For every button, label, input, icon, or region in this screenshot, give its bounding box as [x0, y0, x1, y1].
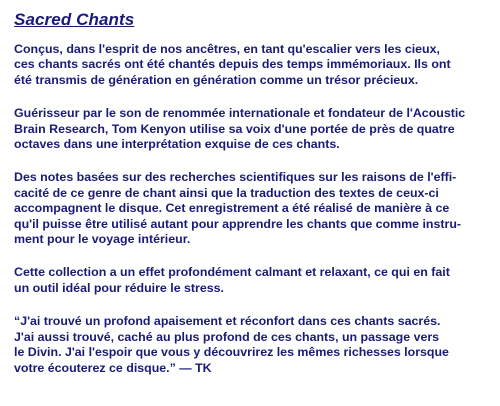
paragraph-line: Guérisseur par le son de renommée internationale et fondateur de l'Acoustic	[14, 106, 466, 121]
paragraph-line: un outil idéal pour réduire le stress.	[14, 280, 224, 295]
paragraph-line: qu'il puisse être utilisé autant pour apprendre les chants que comme instru-	[14, 216, 462, 231]
paragraph-line: ces chants sacrés ont été chantés depuis des temps immémoriaux. Ils ont	[14, 57, 451, 72]
paragraph-line: Cette collection a un effet profondément calmant et relaxant, ce qui en fait	[14, 265, 450, 280]
paragraph-line: ment pour le voyage intérieur.	[14, 232, 191, 247]
paragraph-line: J'ai aussi trouvé, caché au plus profond de ces chants, un passage vers	[14, 329, 440, 344]
paragraph-line: le Divin. J'ai l'espoir que vous y découvrirez les mêmes richesses lorsque	[14, 345, 449, 360]
paragraph-notes	[14, 170, 484, 247]
paragraph-quote	[14, 314, 484, 376]
paragraph-line: Des notes basées sur des recherches scientifiques sur les raisons de l'effi-	[14, 170, 457, 185]
paragraph-line: cacité de ce genre de chant ainsi que la traduction des textes de ceux-ci	[14, 185, 439, 200]
paragraph-healer	[14, 106, 484, 152]
paragraph-line: octaves dans une interprétation exquise de ces chants.	[14, 137, 340, 152]
paragraph-line: été transmis de génération en génération comme un trésor précieux.	[14, 72, 419, 87]
paragraph-line: Brain Research, Tom Kenyon utilise sa voix d'une portée de près de quatre	[14, 121, 455, 136]
paragraph-collection	[14, 265, 484, 296]
paragraph-line: votre écouterez ce disque.” — TK	[14, 360, 212, 375]
paragraph-line: Conçus, dans l'esprit de nos ancêtres, en tant qu'escalier vers les cieux,	[14, 42, 440, 56]
paragraph-line: accompagnent le disque. Cet enregistrement a été réalisé de manière à ce	[14, 201, 450, 216]
paragraph-line: “J'ai trouvé un profond apaisement et réconfort dans ces chants sacrés.	[14, 314, 441, 329]
paragraph-origins	[14, 42, 484, 88]
document-title: Sacred Chants	[14, 10, 135, 29]
